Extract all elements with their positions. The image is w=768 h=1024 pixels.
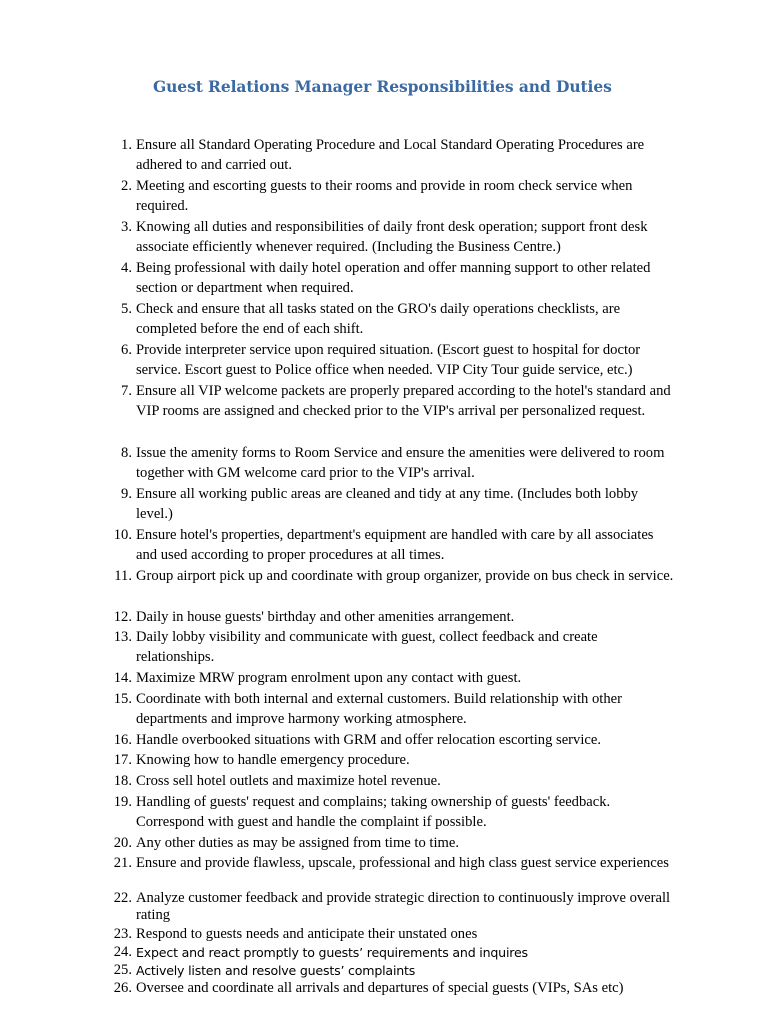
list-item-number: 14.: [113, 670, 132, 686]
list-item-number: 25.: [113, 962, 132, 978]
list-item-text: Ensure hotel's properties, department's equipment are handled with care by all associates and used according to proper procedures at all times.: [136, 527, 654, 564]
list-item-number: 8.: [121, 445, 132, 461]
list-item-text: Respond to guests needs and anticipate their unstated ones: [136, 926, 478, 942]
list-item-text: Provide interpreter service upon required situation. (Escort guest to hospital for doctor service. Escort guest to Police office when needed. VIP City Tour guide service, etc.): [136, 342, 641, 379]
list-item-text: Knowing all duties and responsibilities of daily front desk operation; support front desk associate efficiently whenever required. (Including the Business Centre.): [136, 219, 648, 256]
list-item-text: Group airport pick up and coordinate with group organizer, provide on bus check in service.: [136, 568, 674, 584]
list-item-number: 21.: [113, 855, 132, 871]
list-item-number: 5.: [121, 301, 132, 317]
list-item-number: 26.: [113, 980, 132, 996]
list-item-text: Handle overbooked situations with GRM and offer relocation escorting service.: [136, 732, 601, 748]
list-item-text: Daily lobby visibility and communicate with guest, collect feedback and create relationships.: [136, 629, 598, 666]
list-item-number: 24.: [113, 944, 132, 960]
list-item-text: Ensure all working public areas are cleaned and tidy at any time. (Includes both lobby level.): [136, 486, 639, 523]
list-item-text: Ensure all Standard Operating Procedure and Local Standard Operating Procedures are adhered to and carried out.: [136, 137, 645, 174]
list-item-text: Actively listen and resolve guests’ complaints: [136, 963, 416, 978]
list-item-number: 11.: [114, 568, 132, 584]
list-item-number: 13.: [113, 629, 132, 645]
list-item-text: Knowing how to handle emergency procedure.: [136, 752, 410, 768]
list-item-text: Being professional with daily hotel operation and offer manning support to other related section or department when required.: [136, 260, 651, 297]
list-item-number: 23.: [113, 926, 132, 942]
list-item-number: 1.: [121, 137, 132, 153]
list-item-text: Ensure and provide flawless, upscale, professional and high class guest service experiences: [136, 855, 669, 871]
list-item-number: 15.: [113, 691, 132, 707]
list-item-number: 18.: [113, 773, 132, 789]
list-item-text: Handling of guests' request and complains; taking ownership of guests' feedback. Correspond with guest and handle the complaint if possible.: [136, 794, 611, 831]
list-item-number: 4.: [121, 260, 132, 276]
list-item-number: 10.: [113, 527, 132, 543]
list-item-number: 22.: [113, 890, 132, 906]
list-item-text: Ensure all VIP welcome packets are properly prepared according to the hotel's standard and VIP rooms are assigned and checked prior to the VIP's arrival per personalized request.: [136, 383, 671, 420]
list-item-text: Oversee and coordinate all arrivals and departures of special guests (VIPs, SAs etc): [136, 980, 624, 996]
list-item-text: Issue the amenity forms to Room Service and ensure the amenities were delivered to room together with GM welcome card prior to the VIP's arrival.: [136, 445, 665, 482]
list-item-number: 19.: [113, 794, 132, 810]
list-item-number: 20.: [113, 835, 132, 851]
list-item-text: Analyze customer feedback and provide strategic direction to continuously improve overall rating: [136, 890, 671, 923]
list-item-text: Check and ensure that all tasks stated on the GRO's daily operations checklists, are completed before the end of each shift.: [136, 301, 621, 338]
list-item-number: 3.: [121, 219, 132, 235]
list-item-number: 17.: [113, 752, 132, 768]
list-item-text: Cross sell hotel outlets and maximize hotel revenue.: [136, 773, 441, 789]
list-item-text: Coordinate with both internal and external customers. Build relationship with other departments and improve harmony working atmosphere.: [136, 691, 622, 728]
document-title: Guest Relations Manager Responsibilities and Duties: [153, 77, 612, 96]
list-item-number: 12.: [113, 609, 132, 625]
list-item-number: 7.: [121, 383, 132, 399]
list-item-number: 16.: [113, 732, 132, 748]
list-item-number: 6.: [121, 342, 132, 358]
list-item-text: Meeting and escorting guests to their rooms and provide in room check service when required.: [136, 178, 633, 215]
list-item-text: Maximize MRW program enrolment upon any contact with guest.: [136, 670, 522, 686]
list-item-number: 9.: [121, 486, 132, 502]
list-item-text: Any other duties as may be assigned from time to time.: [136, 835, 460, 851]
list-item-text: Expect and react promptly to guests’ requirements and inquires: [136, 945, 528, 960]
list-item-text: Daily in house guests' birthday and other amenities arrangement.: [136, 609, 515, 625]
list-item-number: 2.: [121, 178, 132, 194]
